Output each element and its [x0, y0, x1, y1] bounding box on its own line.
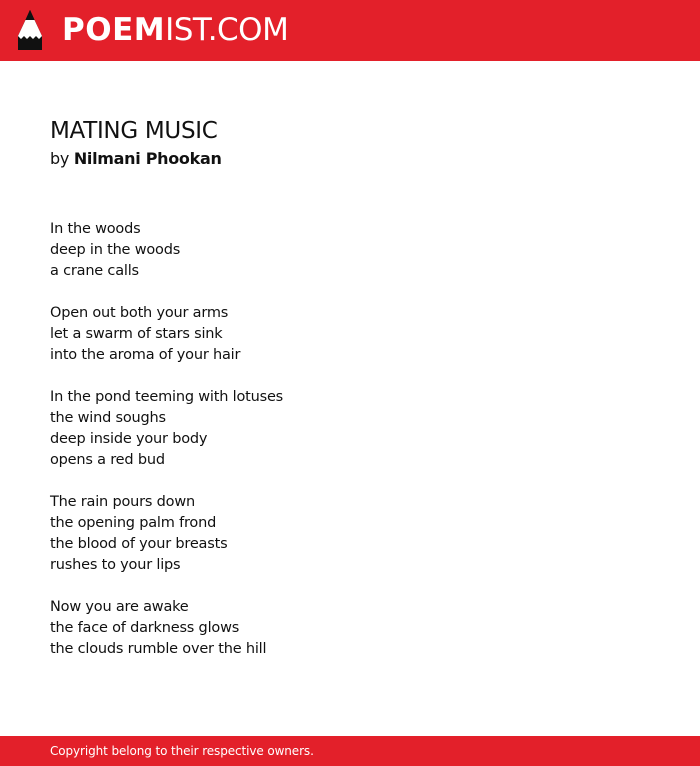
poem-line: opens a red bud [50, 452, 165, 468]
author-name[interactable]: Nilmani Phookan [73, 149, 222, 168]
site-header [0, 0, 700, 61]
poem-line: In the woods [50, 221, 141, 237]
poem-stanza [50, 597, 283, 660]
by-label: by [50, 149, 70, 168]
poem-line: rushes to your lips [50, 557, 181, 573]
site-footer [0, 736, 700, 766]
poem-line: Now you are awake [50, 599, 189, 615]
poem-line: the wind soughs [50, 410, 166, 426]
poem-stanza [50, 387, 283, 471]
site-logo-link[interactable] [62, 12, 288, 48]
brand-bold: POEM [62, 12, 166, 48]
brand-light: IST.COM [165, 12, 289, 48]
poem-line: the blood of your breasts [50, 536, 228, 552]
poem-byline [50, 148, 222, 170]
poem-line: deep in the woods [50, 242, 181, 258]
poem-line: the clouds rumble over the hill [50, 641, 267, 657]
pencil-tip-icon[interactable] [17, 9, 43, 51]
poem-title: MATING MUSIC [50, 118, 218, 144]
poem-line: Open out both your arms [50, 305, 229, 321]
poem-line: into the aroma of your hair [50, 347, 241, 363]
poem-line: let a swarm of stars sink [50, 326, 223, 342]
poem-stanza [50, 219, 283, 282]
poem-stanza [50, 303, 283, 366]
poem-line: the opening palm frond [50, 515, 217, 531]
copyright-text: Copyright belong to their respective owners. [50, 744, 314, 758]
poem-line: deep inside your body [50, 431, 208, 447]
poem-line: In the pond teeming with lotuses [50, 389, 284, 405]
poem-body [50, 219, 283, 660]
poem-line: The rain pours down [50, 494, 195, 510]
poem-stanza [50, 492, 283, 576]
poem-line: the face of darkness glows [50, 620, 240, 636]
poem-line: a crane calls [50, 263, 139, 279]
